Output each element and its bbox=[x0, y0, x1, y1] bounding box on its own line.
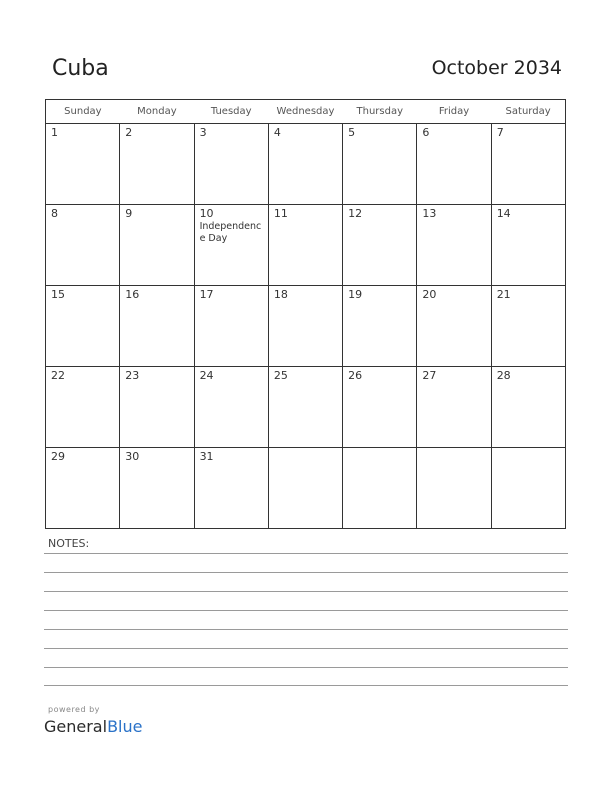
logo-general-text: General bbox=[44, 717, 108, 736]
note-line bbox=[44, 610, 568, 611]
day-cell bbox=[417, 448, 491, 529]
day-cell bbox=[417, 124, 491, 205]
weekday-sunday: Sunday bbox=[46, 100, 120, 124]
day-number: 16 bbox=[125, 288, 140, 301]
day-cell bbox=[120, 124, 194, 205]
note-line bbox=[44, 667, 568, 668]
day-number: 27 bbox=[422, 369, 437, 382]
week-row bbox=[46, 205, 566, 286]
day-number: 7 bbox=[496, 126, 504, 139]
week-row bbox=[46, 367, 566, 448]
day-number: 3 bbox=[199, 126, 207, 139]
day-number: 25 bbox=[273, 369, 288, 382]
day-cell bbox=[491, 367, 565, 448]
day-cell bbox=[46, 124, 120, 205]
notes-label: NOTES: bbox=[48, 537, 90, 550]
day-number: 17 bbox=[199, 288, 214, 301]
weekday-tuesday: Tuesday bbox=[194, 100, 268, 124]
day-cell bbox=[120, 367, 194, 448]
day-number: 19 bbox=[348, 288, 363, 301]
weekday-saturday: Saturday bbox=[491, 100, 565, 124]
weekday-friday: Friday bbox=[417, 100, 491, 124]
day-number: 11 bbox=[273, 207, 288, 220]
day-number: 24 bbox=[199, 369, 214, 382]
day-number: 5 bbox=[348, 126, 356, 139]
day-cell bbox=[417, 286, 491, 367]
day-number: 10 bbox=[199, 207, 214, 220]
day-number: 6 bbox=[422, 126, 430, 139]
week-row bbox=[46, 124, 566, 205]
day-cell bbox=[491, 286, 565, 367]
day-cell bbox=[343, 205, 417, 286]
day-cell bbox=[46, 367, 120, 448]
note-line bbox=[44, 629, 568, 630]
day-number: 26 bbox=[348, 369, 363, 382]
day-number: 29 bbox=[51, 450, 65, 463]
day-cell bbox=[194, 448, 268, 529]
day-cell bbox=[417, 205, 491, 286]
day-cell bbox=[120, 448, 194, 529]
day-cell bbox=[268, 205, 342, 286]
note-line bbox=[44, 572, 568, 573]
day-cell bbox=[120, 205, 194, 286]
holiday-label: Independence Day bbox=[199, 221, 262, 244]
day-cell bbox=[268, 286, 342, 367]
day-number: 1 bbox=[51, 126, 58, 139]
logo-blue-text: Blue bbox=[107, 717, 143, 736]
day-cell bbox=[194, 286, 268, 367]
day-cell bbox=[120, 286, 194, 367]
day-cell bbox=[417, 367, 491, 448]
note-line bbox=[44, 553, 568, 554]
day-cell bbox=[343, 367, 417, 448]
day-number: 2 bbox=[125, 126, 133, 139]
weekday-header-row bbox=[46, 100, 566, 124]
day-cell bbox=[491, 124, 565, 205]
note-line bbox=[44, 648, 568, 649]
day-number: 22 bbox=[51, 369, 65, 382]
day-number: 20 bbox=[422, 288, 437, 301]
day-number: 4 bbox=[273, 126, 281, 139]
month-year-title: October 2034 bbox=[431, 57, 562, 79]
day-number: 15 bbox=[51, 288, 65, 301]
note-line bbox=[44, 685, 568, 686]
day-number: 23 bbox=[125, 369, 140, 382]
day-cell bbox=[268, 448, 342, 529]
day-number: 30 bbox=[125, 450, 140, 463]
day-cell bbox=[46, 205, 120, 286]
country-title: Cuba bbox=[52, 56, 109, 81]
day-number: 31 bbox=[199, 450, 214, 463]
day-cell bbox=[194, 205, 268, 286]
day-number: 18 bbox=[273, 288, 288, 301]
day-cell bbox=[491, 448, 565, 529]
week-row bbox=[46, 286, 566, 367]
day-cell bbox=[46, 286, 120, 367]
weekday-thursday: Thursday bbox=[343, 100, 417, 124]
day-cell bbox=[46, 448, 120, 529]
day-number: 21 bbox=[496, 288, 511, 301]
generalblue-logo bbox=[44, 717, 142, 736]
weekday-monday: Monday bbox=[120, 100, 194, 124]
day-cell bbox=[491, 205, 565, 286]
day-number: 13 bbox=[422, 207, 437, 220]
day-number: 9 bbox=[125, 207, 133, 220]
powered-by-text: powered by bbox=[48, 705, 100, 714]
day-cell bbox=[343, 448, 417, 529]
day-cell bbox=[268, 367, 342, 448]
day-cell bbox=[268, 124, 342, 205]
calendar-body bbox=[46, 124, 566, 529]
weekday-wednesday: Wednesday bbox=[268, 100, 342, 124]
day-cell bbox=[194, 124, 268, 205]
day-cell bbox=[194, 367, 268, 448]
day-number: 12 bbox=[348, 207, 363, 220]
note-line bbox=[44, 591, 568, 592]
day-number: 8 bbox=[51, 207, 58, 220]
calendar-grid bbox=[45, 99, 566, 529]
day-cell bbox=[343, 124, 417, 205]
week-row bbox=[46, 448, 566, 529]
day-number: 14 bbox=[496, 207, 511, 220]
day-number: 28 bbox=[496, 369, 511, 382]
day-cell bbox=[343, 286, 417, 367]
